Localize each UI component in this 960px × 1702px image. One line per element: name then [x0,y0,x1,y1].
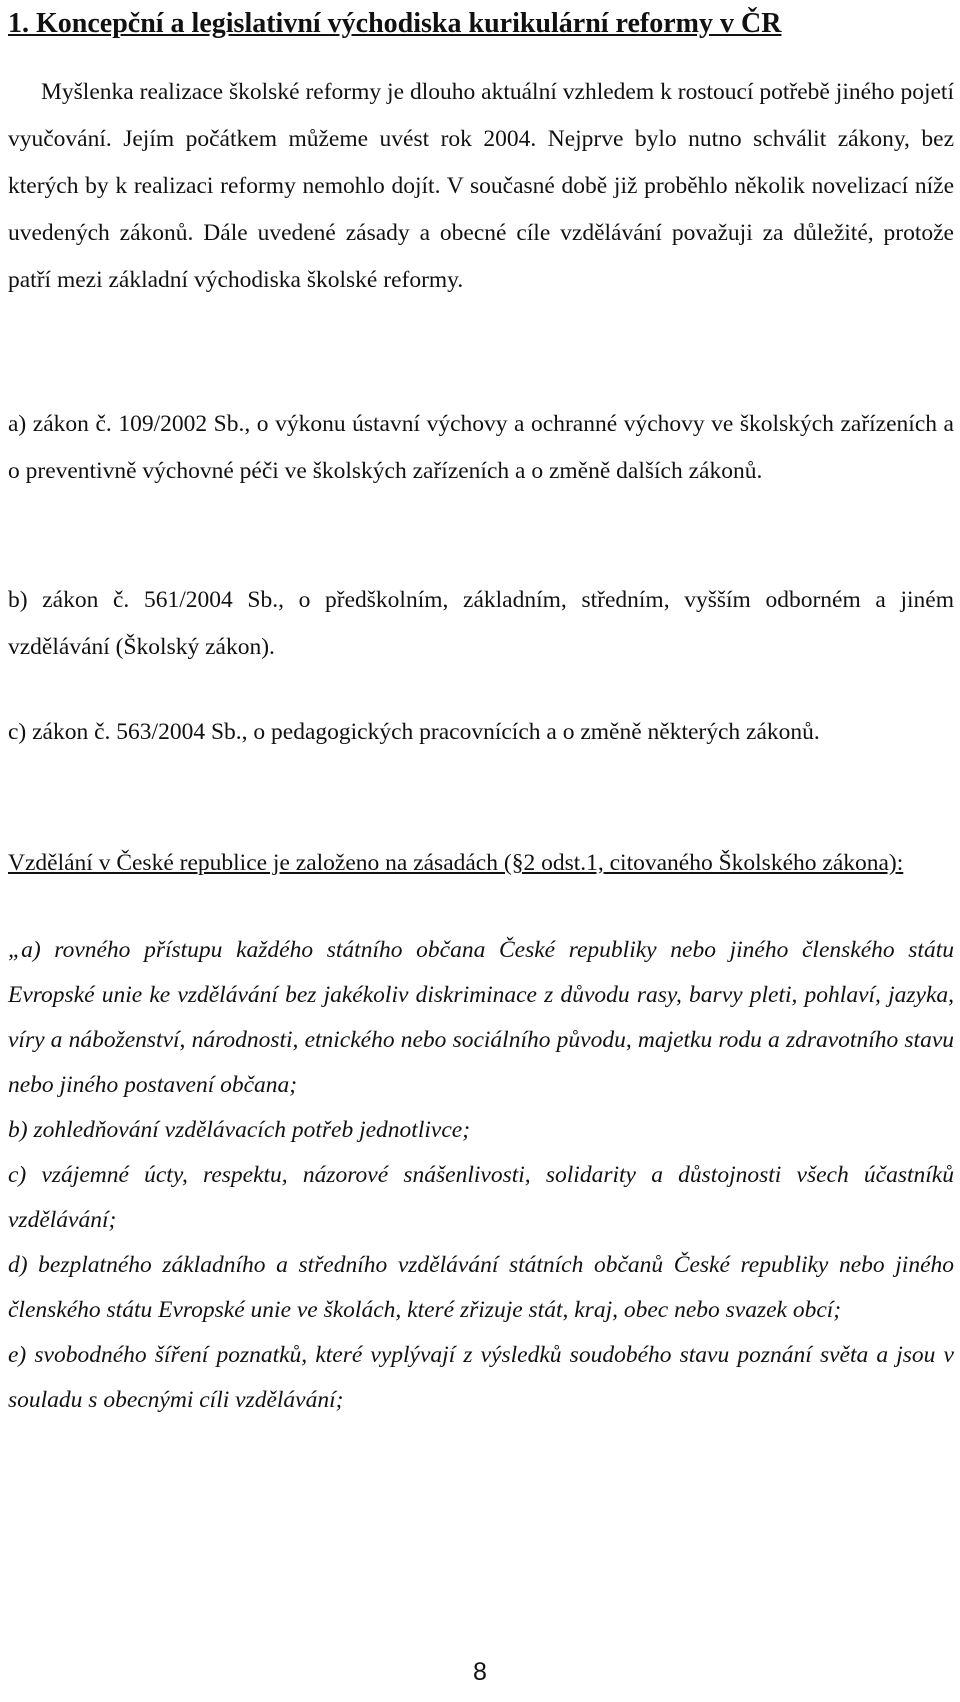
principle-item-b: b) zohledňování vzdělávacích potřeb jednotlivce; [8,1117,471,1143]
intro-paragraph: Myšlenka realizace školské reformy je dlouho aktuální vzhledem k rostoucí potřebě jiného pojetí vyučování. Jejím počátkem můžeme uvést rok 2004. Nejprve bylo nutno schválit zákony, bez kterých by k realizaci reformy nemohlo dojít. V současné době již proběhlo několik novelizací níže uvedených zákonů. Dále uvedené zásady a obecné cíle vzdělávání považuji za důležité, protože patří mezi základní východiska školské reformy. [8,79,954,293]
principle-item-c: c) vzájemné úcty, respektu, názorové snášenlivosti, solidarity a důstojnosti všech účastníků vzdělávání; [8,1162,954,1233]
principle-item-d: d) bezplatného základního a středního vzdělávání státních občanů České republiky nebo jiného členského státu Evropské unie ve školách, které zřizuje stát, kraj, obec nebo svazek obcí; [8,1252,954,1323]
law-citation: a) zákon č. 109/2002 Sb. [8,411,245,437]
law-citation: c) zákon č. 563/2004 Sb. [8,719,242,745]
law-description: , o výkonu ústavní výchovy a ochranné výchovy ve školských zařízeních a o preventivně výchovné péči ve školských zařízeních a o změně dalších zákonů. [8,411,954,484]
page-number: 8 [473,1658,487,1686]
principle-item-a: „a) rovného přístupu každého státního občana České republiky nebo jiného členského státu Evropské unie ke vzdělávání bez jakékoliv diskriminace z důvodu rasy, barvy pleti, pohlaví, jazyka, víry a náboženství, národnosti, etnického nebo sociálního původu, majetku rodu a zdravotního stavu nebo jiného postavení občana; [8,937,954,1098]
law-citation: b) zákon č. 561/2004 Sb. [8,587,279,613]
law-item-c [8,709,954,756]
principle-item-e: e) svobodného šíření poznatků, které vyplývají z výsledků soudobého stavu poznání světa a jsou v souladu s obecnými cíli vzdělávání; [8,1342,954,1413]
law-description: , o pedagogických pracovnících a o změně některých zákonů. [241,719,820,745]
section-heading: 1. Koncepční a legislativní východiska kurikulární reformy v ČR [8,8,782,39]
law-description: , o předškolním, základním, středním, vyšším odborném a jiném vzdělávání (Školský zákon). [8,587,955,660]
law-item-a [8,401,954,495]
law-item-b [8,577,954,671]
principles-title: Vzdělání v České republice je založeno na zásadách (§2 odst.1, citovaného Školského zákona): [8,850,904,876]
principles-quote [8,928,954,1423]
